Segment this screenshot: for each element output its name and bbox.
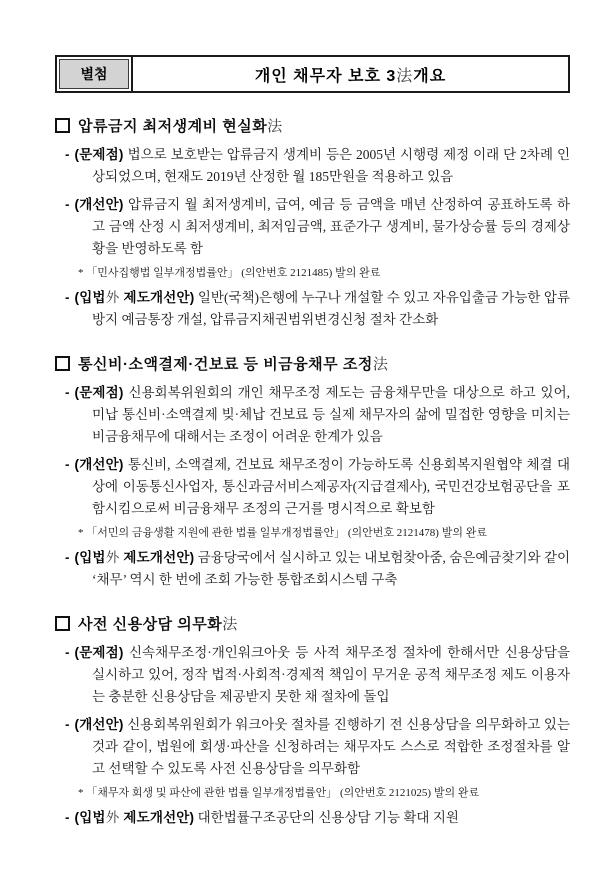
section-heading	[55, 353, 570, 374]
section-heading-text: 통신비·소액결제·건보료 등 비금융채무 조정法	[78, 356, 389, 373]
dash-bullet: -	[65, 457, 70, 472]
dash-bullet: -	[65, 290, 70, 305]
item-label: (입법外 제도개선안)	[74, 290, 195, 305]
item-label: (개선안)	[74, 197, 124, 212]
attachment-tag: 별첨	[59, 59, 129, 89]
checkbox-icon	[55, 118, 70, 133]
list-item-improvement	[55, 194, 570, 260]
item-label: (문제점)	[74, 645, 124, 660]
heading-hanja: 法	[222, 617, 238, 633]
item-body: 법으로 보호받는 압류금지 생계비 등은 2005년 시행령 제정 이래 단 2차례 인상되었으며, 현재도 2019년 산정한 월 185만원을 적용하고 있음	[92, 147, 571, 184]
page-title-suffix: 개요	[413, 67, 447, 85]
page-title-hanja: 法	[396, 67, 414, 85]
item-label: (개선안)	[74, 457, 124, 472]
list-item-non-legislative	[55, 547, 570, 591]
checkbox-icon	[55, 356, 70, 371]
bill-footnote: * 「서민의 금융생활 지원에 관한 법률 일부개정법률안」 (의안번호 2121478) 발의 완료	[78, 527, 487, 539]
section-heading-text: 사전 신용상담 의무화法	[78, 616, 238, 633]
item-body: 신용회복위원회가 워크아웃 절차를 진행하기 전 신용상담을 의무화하고 있는 것과 같이, 법원에 회생·파산을 신청하려는 채무자도 스스로 적합한 조정절차를 알고 선택할 수 있도록 사전 신용상담을 의무화함	[92, 717, 571, 776]
item-label: (문제점)	[74, 147, 124, 162]
section-mandatory-credit-counseling	[55, 613, 570, 829]
list-item-problem	[55, 382, 570, 448]
item-body: 압류금지 월 최저생계비, 급여, 예금 등 금액을 매년 산정하여 공표하도록 하고 금액 산정 시 최저생계비, 최저임금액, 표준가구 생계비, 물가상승률 등의 경제상황을 반영하도록 함	[92, 197, 571, 256]
dash-bullet: -	[65, 385, 70, 400]
dash-bullet: -	[65, 717, 70, 732]
item-label: (개선안)	[74, 717, 124, 732]
item-body: 금융당국에서 실시하고 있는 내보험찾아줌, 숨은예금찾기와 같이 ‘채무’ 역시 한 번에 조회 가능한 통합조회시스템 구축	[92, 550, 571, 587]
item-body: 신용회복위원회의 개인 채무조정 제도는 금융채무만을 대상으로 하고 있어, 미납 통신비·소액결제 빚·체납 건보료 등 실제 채무자의 삶에 밀접한 영향을 미치는 비금융채무에 대해서는 조정이 어려운 한계가 있음	[92, 385, 570, 444]
dash-bullet: -	[65, 645, 70, 660]
item-label: (문제점)	[74, 385, 124, 400]
section-heading	[55, 613, 570, 634]
item-body: 신속채무조정·개인워크아웃 등 사적 채무조정 절차에 한해서만 신용상담을 실시하고 있어, 정작 법적·사회적·경제적 책임이 무거운 공적 채무조정 제도 이용자는 충분한 신용상담을 제공받지 못한 채 절차에 돌입	[92, 645, 570, 704]
item-label: (입법外 제도개선안)	[74, 810, 195, 825]
section-non-financial-debt	[55, 353, 570, 591]
list-item-non-legislative	[55, 287, 570, 331]
heading-hanja: 法	[372, 357, 389, 373]
item-body: 대한법률구조공단의 신용상담 기능 확대 지원	[197, 810, 459, 825]
item-body: 일반(국책)은행에 누구나 개설할 수 있고 자유입출금 가능한 압류방지 예금통장 개설, 압류금지채권범위변경신청 절차 간소화	[92, 290, 570, 327]
list-item-problem	[55, 144, 570, 188]
list-item-improvement	[55, 714, 570, 780]
section-heading-text: 압류금지 최저생계비 현실화法	[78, 118, 283, 135]
page-title	[133, 57, 568, 91]
section-seizure-minimum-cost	[55, 115, 570, 331]
section-heading	[55, 115, 570, 136]
document-header	[55, 55, 570, 93]
heading-hanja: 法	[267, 119, 283, 135]
checkbox-icon	[55, 616, 70, 631]
bill-footnote: * 「민사집행법 일부개정법률안」 (의안번호 2121485) 발의 완료	[78, 267, 381, 279]
bill-footnote: * 「채무자 회생 및 파산에 관한 법률 일부개정법률안」 (의안번호 2121025) 발의 완료	[78, 787, 480, 799]
list-item-improvement	[55, 454, 570, 520]
list-item-problem	[55, 642, 570, 708]
dash-bullet: -	[65, 550, 70, 565]
item-body: 통신비, 소액결제, 건보료 채무조정이 가능하도록 신용회복지원협약 체결 대상에 이동통신사업자, 통신과금서비스제공자(지급결제사), 국민건강보험공단을 포함시킴으로써 비금융채무 조정의 근거를 명시적으로 확보함	[92, 457, 570, 516]
page-title-text: 개인 채무자 보호 3	[254, 67, 397, 85]
attachment-tag-cell	[57, 57, 133, 91]
dash-bullet: -	[65, 197, 70, 212]
dash-bullet: -	[65, 147, 70, 162]
item-label: (입법外 제도개선안)	[74, 550, 195, 565]
dash-bullet: -	[65, 810, 70, 825]
list-item-non-legislative	[55, 807, 570, 829]
